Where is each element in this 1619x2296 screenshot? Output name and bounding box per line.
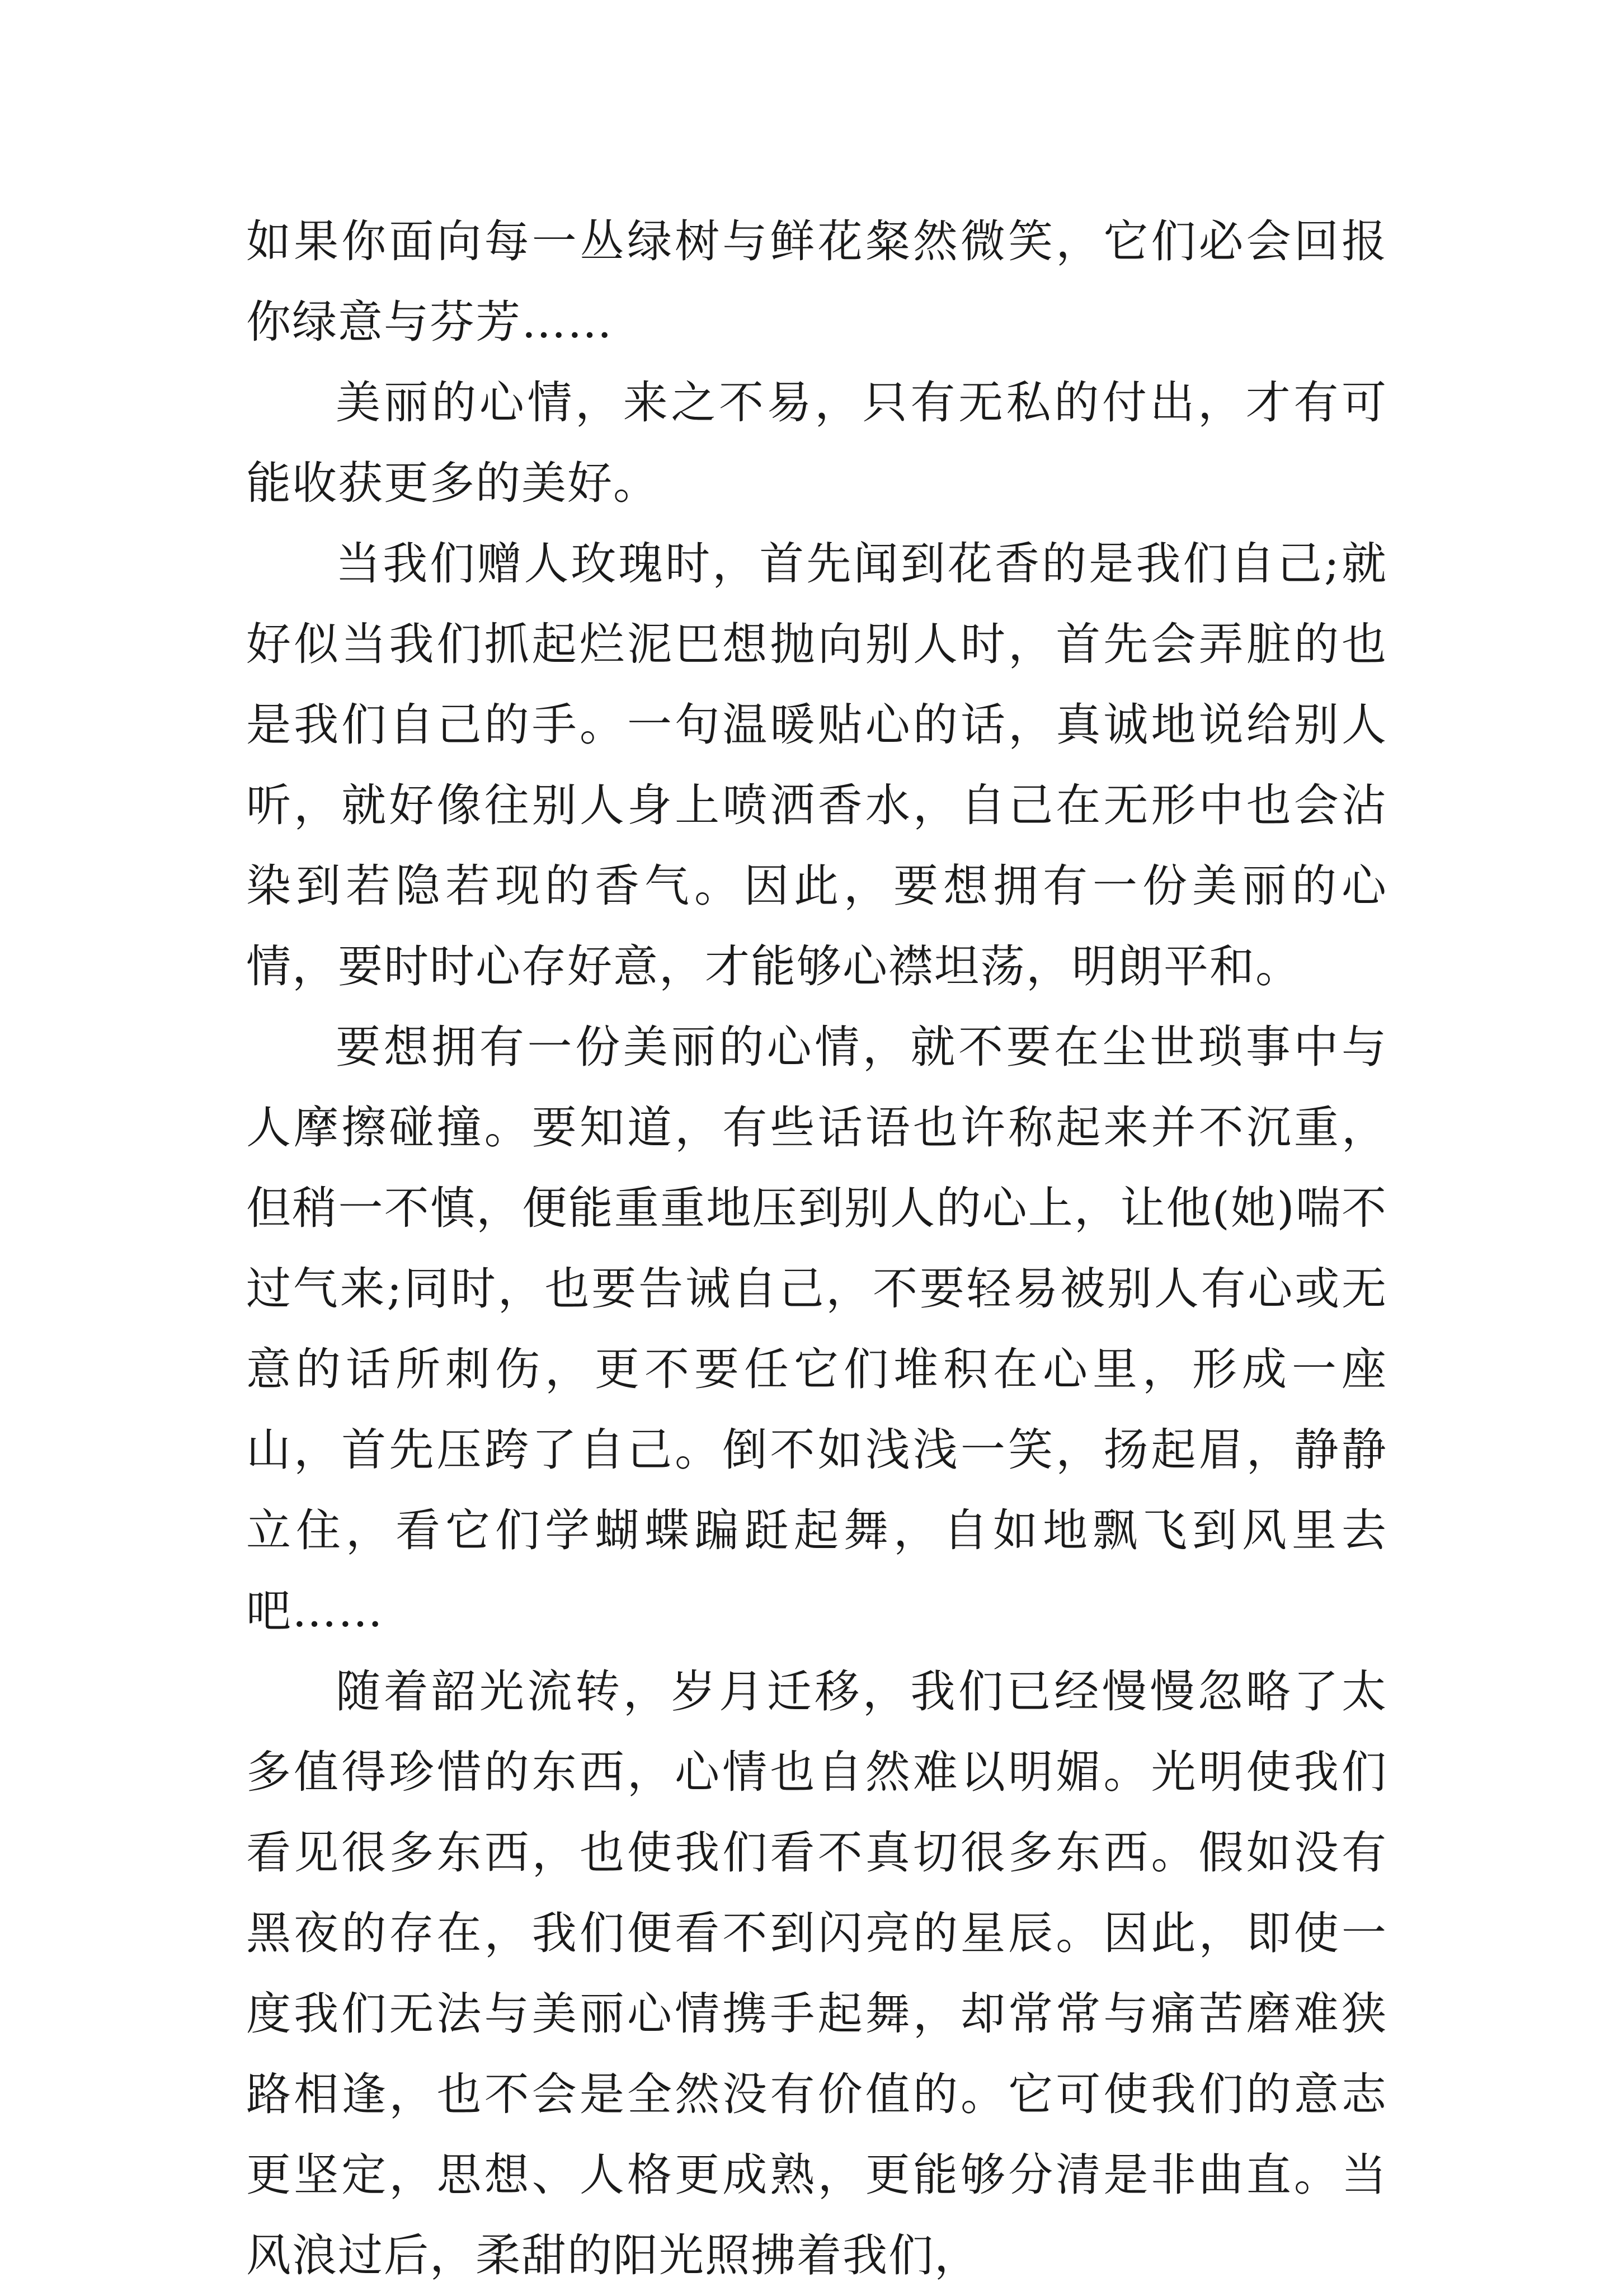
paragraph-3: 当我们赠人玫瑰时，首先闻到花香的是我们自己;就好似当我们抓起烂泥巴想抛向别人时，首先会弄脏的也是我们自己的手。一句温暖贴心的话，真诚地说给别人听，就好像往别人身上喷洒香水，自己在无形中也会沾染到若隐若现的香气。因此，要想拥有一份美丽的心情，要时时心存好意，才能够心襟坦荡，明朗平和。 <box>246 538 1387 992</box>
document-body <box>246 201 1387 2296</box>
paragraph-1: 如果你面向每一丛绿树与鲜花粲然微笑，它们必会回报你绿意与芬芳…… <box>246 215 1387 348</box>
paragraph-5: 随着韶光流转，岁月迁移，我们已经慢慢忽略了太多值得珍惜的东西，心情也自然难以明媚。光明使我们看见很多东西，也使我们看不真切很多东西。假如没有黑夜的存在，我们便看不到闪亮的星辰。因此，即使一度我们无法与美丽心情携手起舞，却常常与痛苦磨难狭路相逢，也不会是全然没有价值的。它可使我们的意志更坚定，思想、人格更成熟，更能够分清是非曲直。当风浪过后，柔甜的阳光照拂着我们， <box>246 1665 1387 2281</box>
paragraph-2: 美丽的心情，来之不易，只有无私的付出，才有可能收获更多的美好。 <box>246 377 1387 509</box>
paragraph-4: 要想拥有一份美丽的心情，就不要在尘世琐事中与人摩擦碰撞。要知道，有些话语也许称起来并不沉重，但稍一不慎，便能重重地压到别人的心上，让他(她)喘不过气来;同时，也要告诫自己，不要轻易被别人有心或无意的话所刺伤，更不要任它们堆积在心里，形成一座山，首先压跨了自己。倒不如浅浅一笑，扬起眉，静静立住，看它们学蝴蝶蹁跹起舞，自如地飘飞到风里去吧…… <box>246 1021 1387 1637</box>
